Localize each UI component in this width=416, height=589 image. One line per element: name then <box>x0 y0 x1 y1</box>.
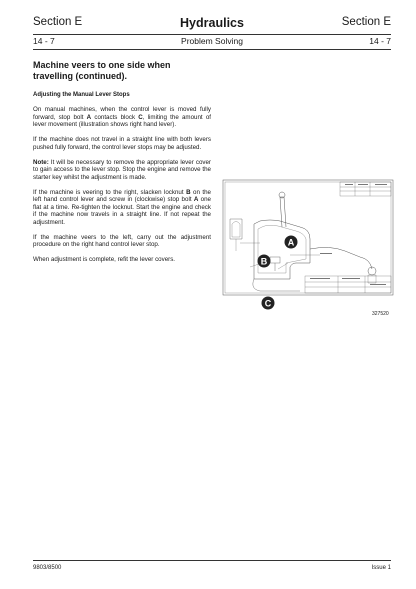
body-content <box>33 60 211 271</box>
figure-number: 327520 <box>372 311 389 317</box>
bold-text: B <box>186 188 191 196</box>
text-run: If the machine is veering to the right, slacken locknut <box>33 188 187 196</box>
text-run: contacts block <box>91 113 139 121</box>
page-title: Hydraulics <box>180 16 244 30</box>
page-header <box>33 16 391 34</box>
text-run: On manual machines, when the control lever is moved fully forward, stop bolt <box>33 106 211 121</box>
paragraph <box>33 256 211 264</box>
procedure-paragraphs <box>33 106 211 264</box>
svg-text:C: C <box>264 298 272 309</box>
page-number-right: 14 - 7 <box>369 36 391 46</box>
paragraph <box>33 136 211 151</box>
text-run: one flat at a time. Re-tighten the locknut. Start the engine and check if the machine now travels in a straight line. If not repeat the adjustment. <box>33 196 211 226</box>
subheader-divider <box>33 49 391 50</box>
procedure-title: Machine veers to one side when travelling (continued). <box>33 60 171 81</box>
page-number-left: 14 - 7 <box>33 36 55 46</box>
svg-text:B: B <box>260 256 268 267</box>
lever-stop-drawing <box>220 179 396 328</box>
page-subtitle: Problem Solving <box>181 36 243 46</box>
svg-text:A: A <box>287 237 295 248</box>
paragraph <box>33 189 211 227</box>
callout-c <box>262 297 275 310</box>
text-run: on the left hand control lever and screw in (clockwise) stop bolt <box>33 188 211 203</box>
callout-b <box>258 255 271 268</box>
procedure-subheading: Adjusting the Manual Lever Stops <box>33 92 130 98</box>
text-run: If the machine does not travel in a straight line with both levers pushed fully forward, the control lever stops may be adjusted. <box>33 136 211 151</box>
section-label-right: Section E <box>341 16 391 28</box>
bold-text: A <box>86 113 92 121</box>
page-subheader <box>33 36 391 50</box>
header-divider <box>33 34 391 35</box>
paragraph <box>33 234 211 249</box>
text-run: If the machine veers to the left, carry out the adjustment procedure on the right hand control lever stop. <box>33 233 211 248</box>
paragraph <box>33 159 211 182</box>
text-run: It will be necessary to remove the appropriate lever cover to gain access to the lever stop. Stop the engine and remove the starter key whilst the adjustment is made. <box>33 158 211 181</box>
bold-text: C <box>138 113 143 121</box>
issue-label: Issue 1 <box>371 565 391 571</box>
paragraph <box>33 106 211 129</box>
footer-divider <box>33 560 391 561</box>
text-run: , limiting the amount of lever movement (illustration shows right hand lever). <box>33 113 211 128</box>
section-label-left: Section E <box>33 16 83 28</box>
document-number: 9803/8500 <box>33 565 62 571</box>
text-run: When adjustment is complete, refit the lever covers. <box>33 256 176 263</box>
bold-text: Note: <box>33 158 49 166</box>
bold-text: A <box>193 196 199 203</box>
callout-a <box>285 236 298 249</box>
